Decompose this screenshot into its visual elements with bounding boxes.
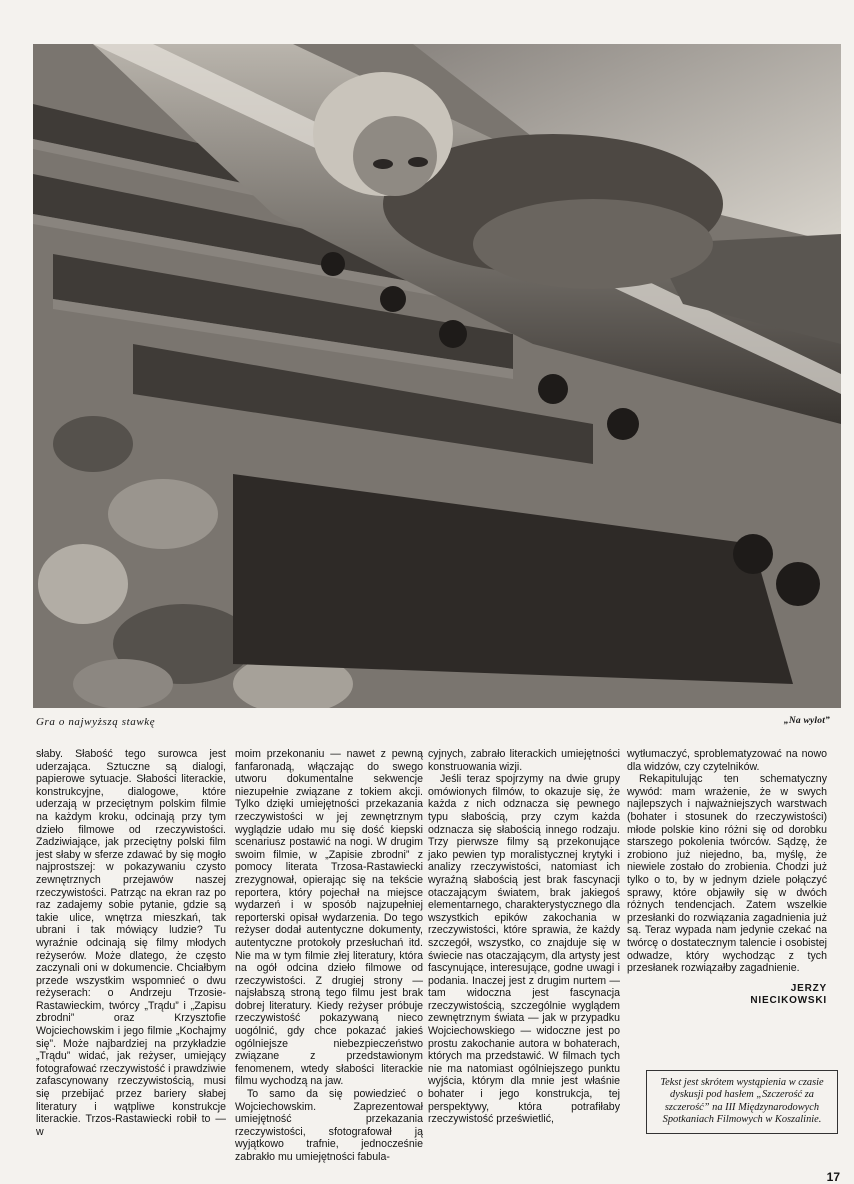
author-first-name: JERZY [790,982,827,994]
photo-caption-left: Gra o najwyższą stawkę [36,716,156,728]
text-column-2 [235,748,423,1164]
editorial-note-box: Tekst jest skrótem wystąpienia w czasie dyskusji pod hasłem „Szczerość za szczerość” na III Międzynarodowych Spotkaniach Filmowych w Koszalinie. [646,1070,838,1134]
photo-caption-right: „Na wylot” [783,716,830,726]
paragraph: cyjnych, zabrało literackich umiejętności konstruowania wizji. [428,748,620,773]
article-photo [33,44,841,708]
paragraph: To samo da się powiedzieć o Wojciechowskim. Zaprezentował umiejętność przekazania rzeczywistości, sfotografował ją wyjątkowo trafnie, jednocześnie zabrakło mu umiejętności fabula- [235,1088,423,1163]
text-column-4 [627,748,827,1007]
paragraph: moim przekonaniu — nawet z pewną fanfaronadą, włączając do swego utworu dokumentalne sekwencje niezupełnie związane z tokiem akcji. Tylko dzięki umiejętności przekazania rzeczywistości w jej zewnętrznym wyglądzie udało mu się dość kiepski scenariusz postawić na nogi. W drugim swoim filmie, w „Zapisie zbrodni” z pomocy literata Trzosa-Rastawiecki zrezygnował, opierając się na tekście reportera, który pojechał na miejsce wydarzeń i w sposób najzupełniej reporterski opisał wydarzenia. Do tego reżyser dodał autentyczne dokumenty, autentyczne protokoły przesłuchań itd. Nie ma w tym filmie złej literatury, która na ogół odcina dzieło filmowe od rzeczywistości. Z drugiej strony — najsłabszą stroną tego filmu jest brak dobrej literatury. Kiedy reżyser próbuje rzeczywistość pokazywaną nieco uogólnić, gdy chce pokazać jakieś ogólniejsze niebezpieczeństwo związane z przedstawionym fenomenem, wtedy słabości literackie filmu wychodzą na jaw. [235,748,423,1088]
page-number: 17 [826,1170,840,1184]
paragraph: słaby. Słabość tego surowca jest uderzająca. Sztuczne są dialogi, papierowe sytuacje. Słabości literackie, konstrukcyjne, dialogowe, które uderzają w przeciętnym polskim filmie na każdym kroku, odcinają przy tym dzieło filmowe od rzeczywistości. Zadziwiające, jak przeciętny polski film jest słaby w sferze zdawać by się mogło najprostszej: w pokazywaniu czysto zewnętrznych przejawów naszej rzeczywistości. Patrząc na ekran raz po raz zadajemy sobie pytanie, gdzie są takie ulice, wnętrza mieszkań, tak ubrani i tak mówiący ludzie? Tu wyraźnie odcinają się filmy młodych reżyserów. Może dlatego, że często zaczynali oni w dokumencie. Chciałbym przede wszystkim wspomnieć o dwu reżyserach: o Andrzeju Trzosie-Rastawieckim, twórcy „Trądu” i „Zapisu zbrodni” oraz Krzysztofie Wojciechowskim i jego filmie „Kochajmy się”. Może najbardziej na przykładzie „Trądu” widać, jak reżyser, umiejący fotografować rzeczywistość i prawdziwie zafascynowany rzeczywistością, musi się przebijać przez bariery słabej literatury i wątpliwe konstrukcje literackie. Trzos-Rastawiecki robił to — w [36,748,226,1138]
paragraph: Rekapitulując ten schematyczny wywód: mam wrażenie, że w swych najlepszych i najważniejszych warstwach (bohater i stosunek do rzeczywistości) młode polskie kino różni się od dorobku starszego pokolenia twórców. Sądzę, że zrobiono już niejedno, ba, myślę, że niewiele zostało do zrobienia. Chodzi już tylko o to, by w jednym dziele połączyć sprawy, które objawiły się w dwóch różnych tendencjach. Zatem wszelkie przesłanki do rozwiązania zagadnienia już są. Teraz wypada nam jedynie czekać na twórcę o dostatecznym talencie i osobistej odwadze, który wychodząc z tych przesłanek rozwiązałby zagadnienie. [627,773,827,975]
author-byline [627,983,827,1007]
photo-film-still-icon [33,44,841,708]
text-column-1 [36,748,226,1138]
author-last-name: NIECIKOWSKI [750,994,827,1006]
paragraph: wytłumaczyć, sproblematyzować na nowo dla widzów, czy czytelników. [627,748,827,773]
text-column-3 [428,748,620,1126]
paragraph: Jeśli teraz spojrzymy na dwie grupy omówionych filmów, to okazuje się, że każda z nich odznacza się pewnego typu słabością, przy czym każda odznacza się słabością innego rodzaju. Trzy pierwsze filmy są przekonujące jako pewien typ moralistycznej krytyki i analizy rzeczywistości, natomiast ich wyraźną słabością jest brak fascynacji otaczającym światem, brak jakiegoś elementarnego, charakterystycznego dla wszystkich epików zakochania w rzeczywistości, które sprawia, że każdy szczegół, wszystko, co znajduje się w świecie nas otaczającym, dla artysty jest fascynujące, interesujące, godne uwagi i podania. Inaczej jest z drugim nurtem — tam widoczna jest fascynacja rzeczywistością, szczególnie wyglądem zewnętrznym świata — jak w przypadku Wojciechowskiego — widoczne jest po prostu zakochanie autora w bohaterach, których ma przedstawić. W filmach tych nie ma natomiast ogólniejszego punktu wyjścia, którym dla mnie jest właśnie bohater i jego konstrukcja, tej perspektywy, która potrafiłaby rzeczywistość prześwietlić, [428,773,620,1126]
